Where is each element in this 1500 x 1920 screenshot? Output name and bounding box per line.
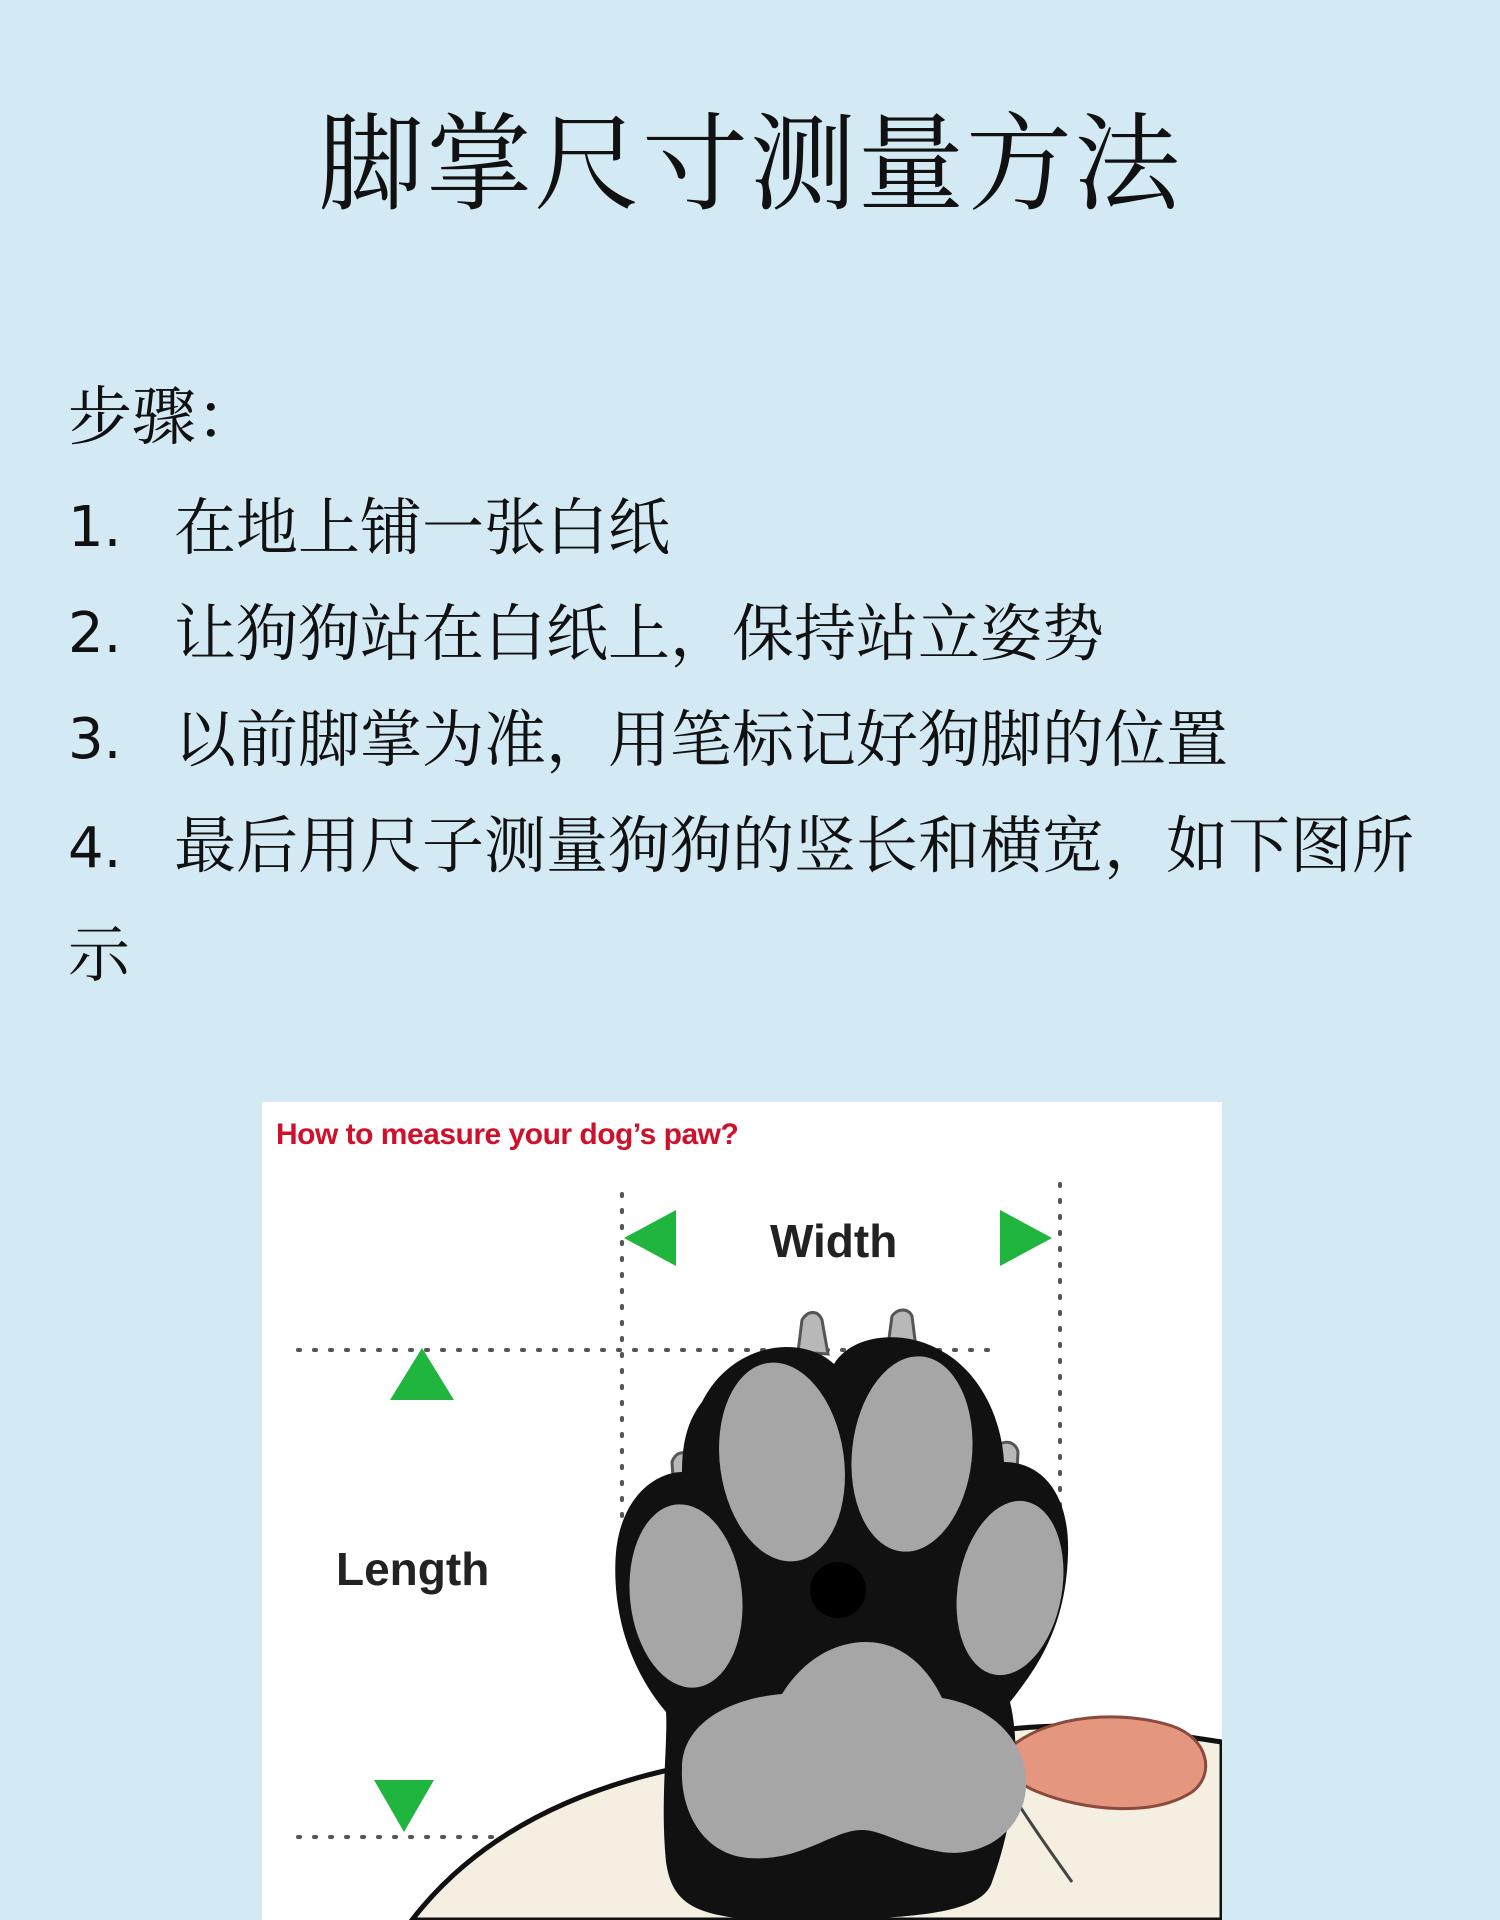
step-text: 让狗狗站在白纸上，保持站立姿势 xyxy=(174,597,1105,670)
claw-icon xyxy=(798,1313,828,1355)
step-text: 最后用尺子测量狗狗的竖长和横宽，如下图所示 xyxy=(68,809,1415,991)
step-item xyxy=(68,687,1448,793)
step-text: 在地上铺一张白纸 xyxy=(174,491,671,564)
step-item xyxy=(68,793,1448,1008)
steps-list xyxy=(68,475,1448,1008)
step-number: 1. xyxy=(68,495,122,560)
length-label: Length xyxy=(336,1543,490,1595)
step-number: 3. xyxy=(68,707,122,772)
width-label: Width xyxy=(770,1215,898,1267)
page-title: 脚掌尺寸测量方法 xyxy=(318,103,1182,226)
arrow-up-icon xyxy=(390,1348,454,1400)
paw-diagram xyxy=(262,1102,1222,1920)
arrow-right-icon xyxy=(1000,1210,1052,1266)
step-item xyxy=(68,475,1448,581)
steps-heading: 步骤： xyxy=(68,381,260,455)
arrow-left-icon xyxy=(624,1210,676,1266)
step-text: 以前脚掌为准，用笔标记好狗脚的位置 xyxy=(174,703,1229,776)
step-item xyxy=(68,581,1448,687)
paw-measure-figure xyxy=(262,1102,1222,1920)
figure-caption: How to measure your dog’s paw? xyxy=(276,1118,739,1151)
step-number: 4. xyxy=(68,816,122,881)
arrow-down-icon xyxy=(374,1780,434,1832)
step-number: 2. xyxy=(68,601,122,666)
paw-center-dot xyxy=(810,1562,866,1618)
